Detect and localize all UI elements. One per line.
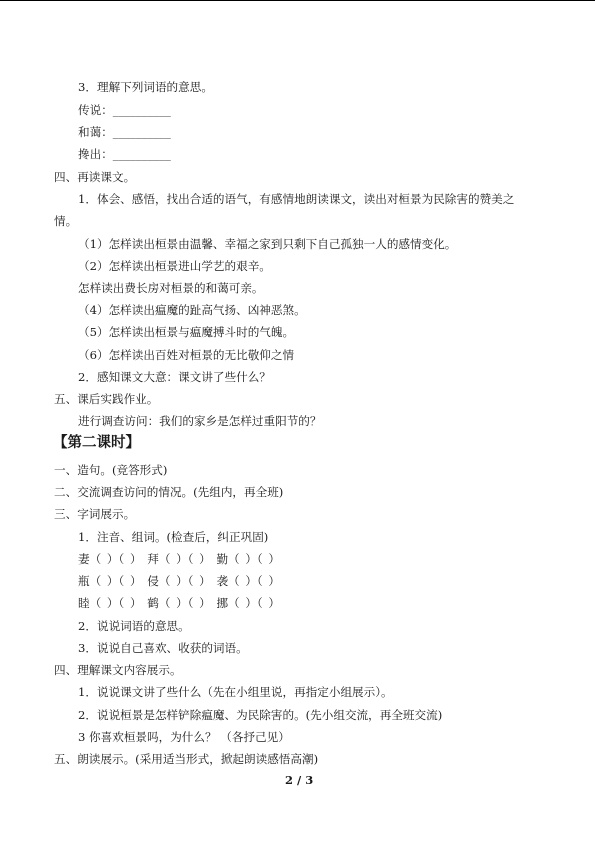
sub-item-3: 怎样读出费长房对桓景的和蔼可亲。 bbox=[78, 281, 264, 295]
sub-item-5: （5）怎样读出桓景与瘟魔搏斗时的气魄。 bbox=[78, 325, 295, 339]
char-row-3: 睦（ ）（ ） 鹤（ ）（ ） 挪（ ）（ ） bbox=[78, 596, 280, 610]
item-how-huanjing: 2．说说桓景是怎样铲除瘟魔、为民除害的。(先小组交流，再全班交流) bbox=[78, 708, 443, 722]
page-number: 2 / 3 bbox=[285, 773, 314, 787]
item-understand-words: 3．理解下列词语的意思。 bbox=[78, 80, 213, 94]
lesson-two-heading: 【第二课时】 bbox=[53, 434, 140, 451]
page-top-border bbox=[0, 0, 595, 1]
homework-survey: 进行调查访问：我们的家乡是怎样过重阳节的？ bbox=[78, 414, 322, 428]
section-reading-display: 五、朗读展示。(采用适当形式，掀起朗读感悟高潮) bbox=[54, 752, 319, 766]
item-like-huanjing: 3 你喜欢桓景吗，为什么？ （各抒己见） bbox=[78, 730, 290, 744]
section-reread: 四、再读课文。 bbox=[54, 170, 136, 184]
section-homework: 五、课后实践作业。 bbox=[54, 392, 159, 406]
char-row-1: 妻（ ）（ ） 拜（ ）（ ） 勤（ ）（ ） bbox=[78, 552, 280, 566]
sub-item-4: （4）怎样读出瘟魔的趾高气扬、凶神恶煞。 bbox=[78, 303, 306, 317]
word-blank-chanchu: 搀出：__________ bbox=[78, 147, 171, 161]
char-row-2: 瓶（ ）（ ） 侵（ ）（ ） 袭（ ）（ ） bbox=[78, 574, 280, 588]
section-exchange: 二、交流调查访问的情况。(先组内，再全班) bbox=[54, 485, 284, 499]
word-blank-heai: 和蔼：__________ bbox=[78, 125, 171, 139]
item-favorite-words: 3．说说自己喜欢、收获的词语。 bbox=[78, 641, 248, 655]
sub-item-1: （1）怎样读出桓景由温馨、幸福之家到只剩下自己孤独一人的感情变化。 bbox=[78, 237, 457, 251]
item-read-with-feeling-cont: 情。 bbox=[54, 214, 78, 228]
item-word-meaning: 2．说说词语的意思。 bbox=[78, 619, 190, 633]
item-retell: 1．说说课文讲了些什么（先在小组里说，再指定小组展示）。 bbox=[78, 685, 393, 699]
section-content-display: 四、理解课文内容展示。 bbox=[54, 663, 182, 677]
section-sentences: 一、造句。(竞答形式) bbox=[54, 463, 168, 477]
sub-item-6: （6）怎样读出百姓对桓景的无比敬仰之情 bbox=[78, 348, 295, 362]
word-blank-chuanshuo: 传说：__________ bbox=[78, 103, 171, 117]
item-main-idea: 2．感知课文大意：课文讲了些什么？ bbox=[78, 370, 271, 384]
item-pinyin-words: 1．注音、组词。(检查后，纠正巩固) bbox=[78, 530, 269, 544]
item-read-with-feeling: 1．体会、感悟，找出合适的语气，有感情地朗读课文，读出对桓景为民除害的赞美之 bbox=[78, 192, 515, 206]
sub-item-2: （2）怎样读出桓景进山学艺的艰辛。 bbox=[78, 259, 271, 273]
section-word-display: 三、字词展示。 bbox=[54, 507, 136, 521]
